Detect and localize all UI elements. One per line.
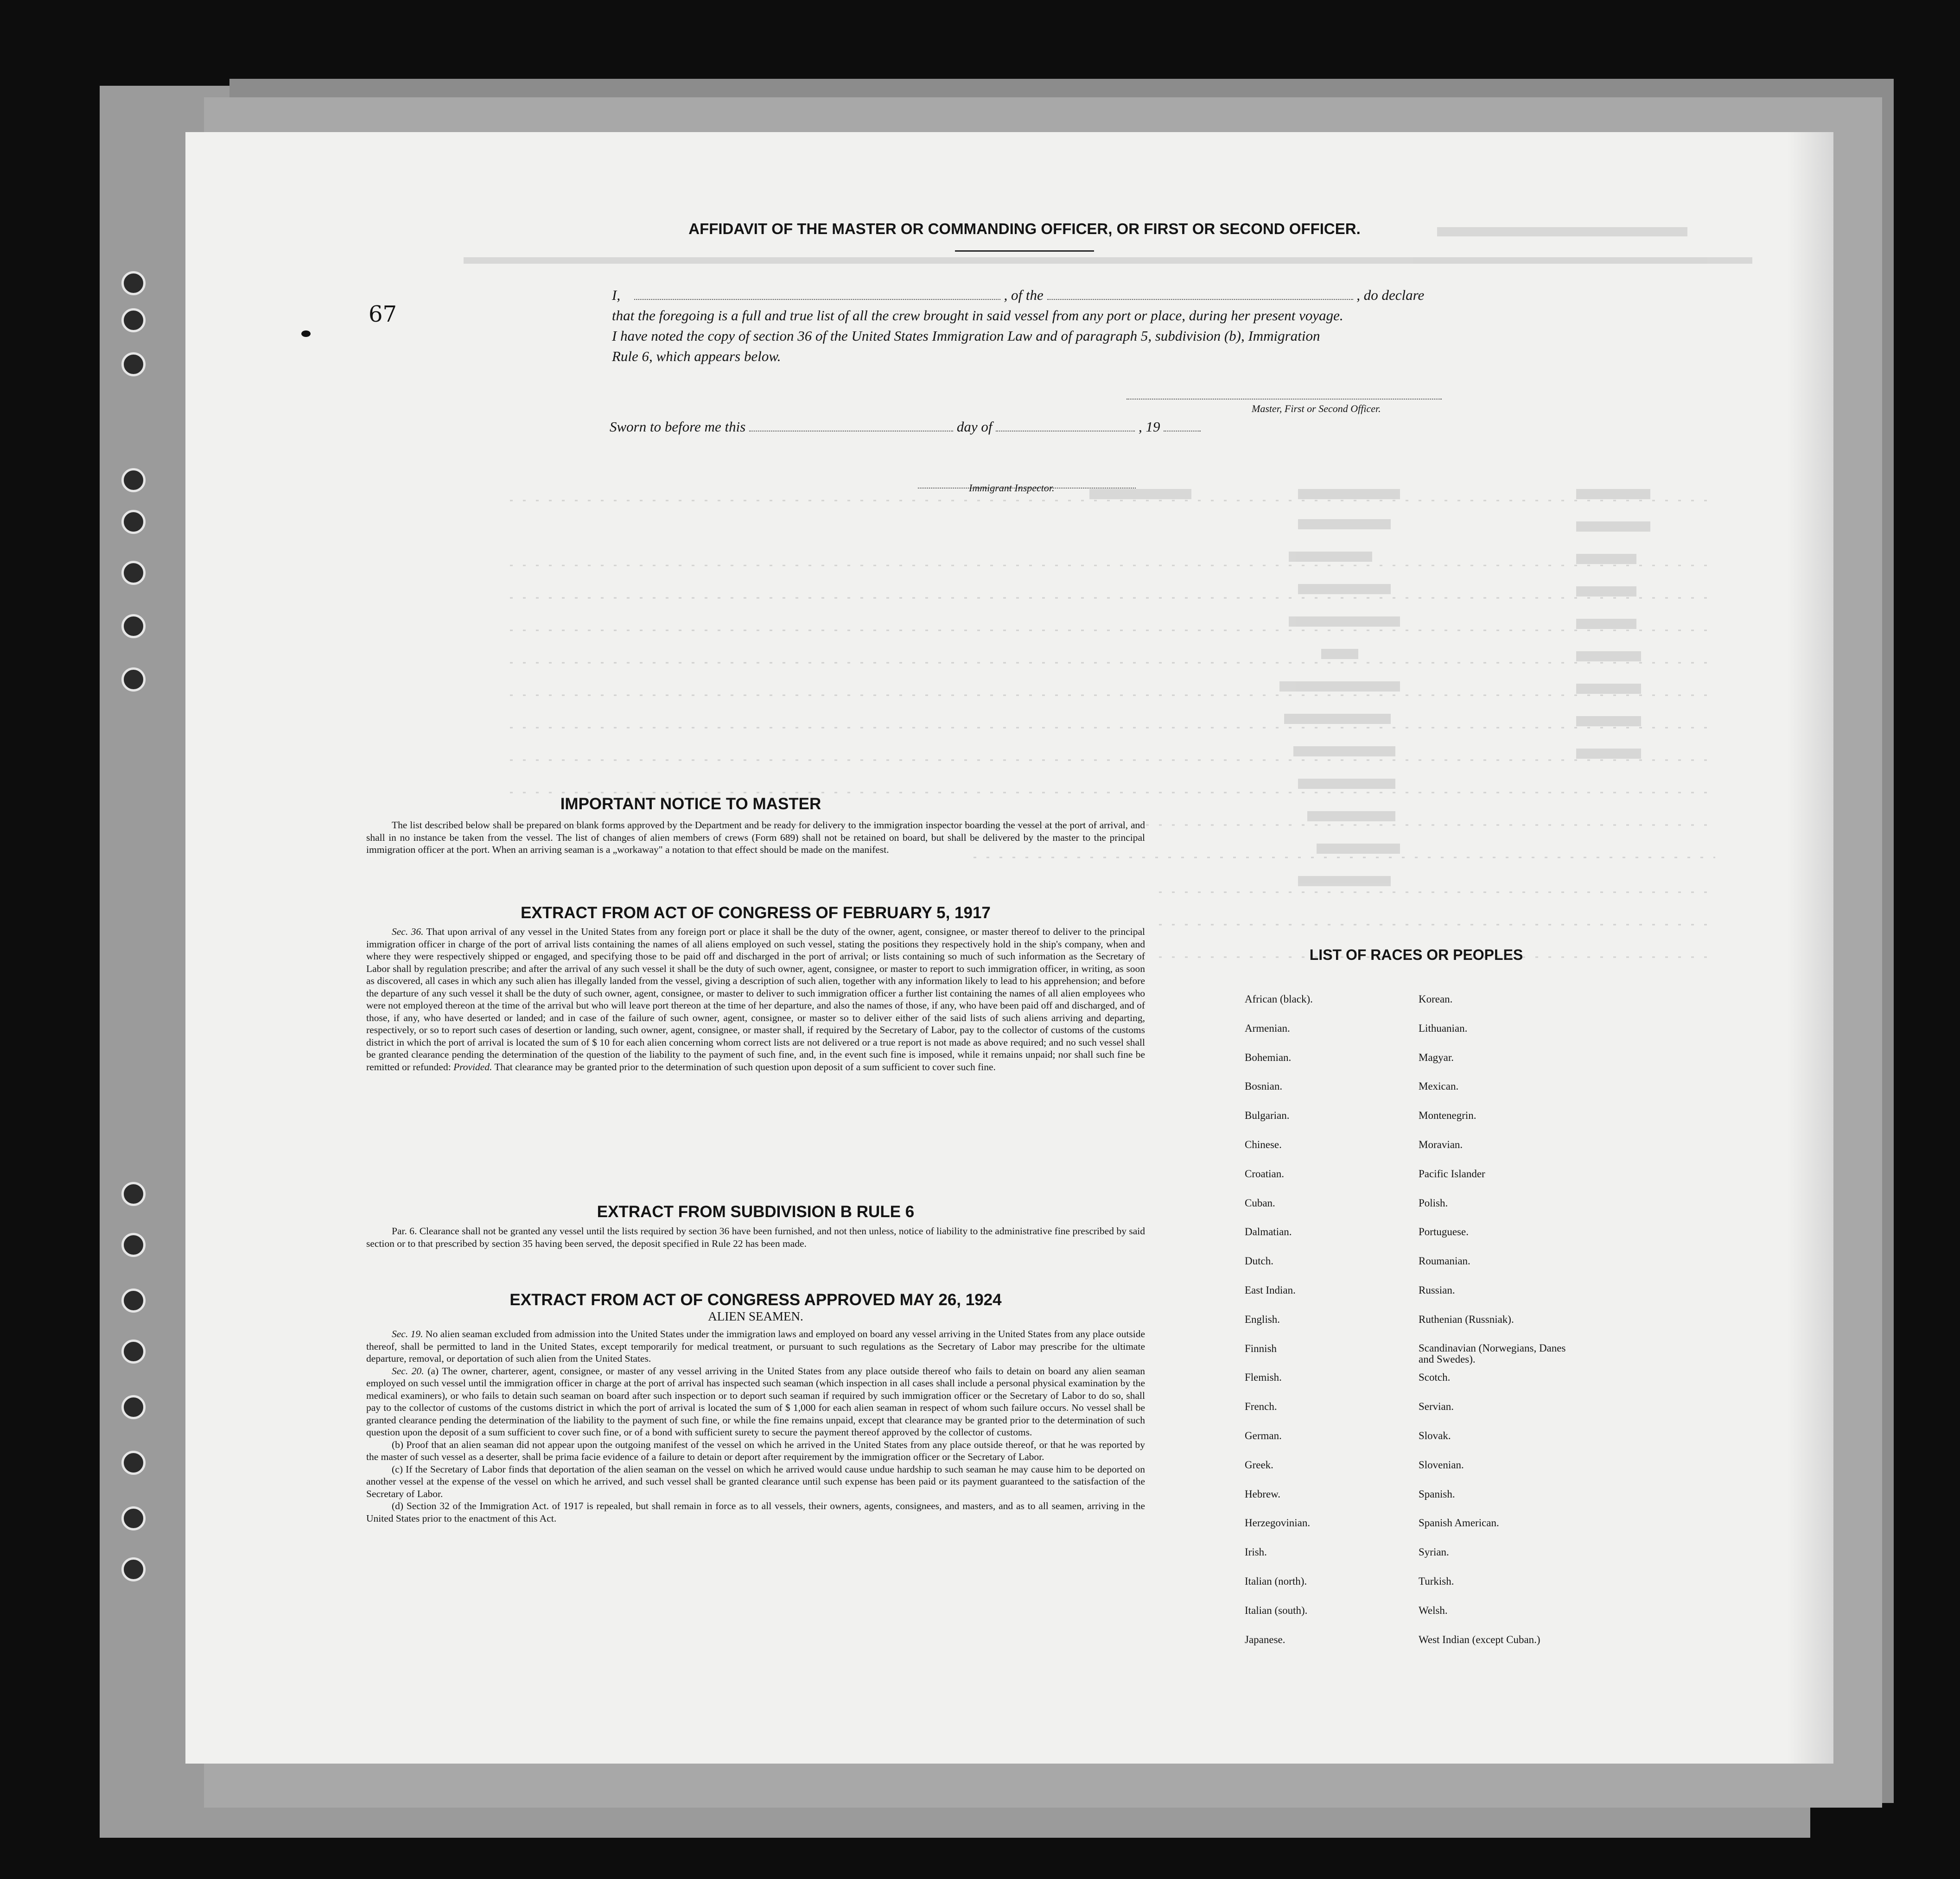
race-entry: African (black). <box>1245 993 1313 1005</box>
sec-20b-text: (b) Proof that an alien seaman did not appear upon the outgoing manifest of the vessel on which he arrived in the United States from any place outside thereof, or that he was reported by the master of such vessel as a deserter, shall be prima facie evidence of a failure to detain or deport after requirement by the immigration officer or the Secretary of Labor. <box>366 1439 1145 1462</box>
sec-19-label: Sec. 19. <box>392 1328 423 1339</box>
margin-number: 67 <box>369 301 397 327</box>
affidavit-body <box>612 285 1609 367</box>
affidavit-title: AFFIDAVIT OF THE MASTER OR COMMANDING OFFICER, OR FIRST OR SECOND OFFICER. <box>688 220 1361 237</box>
binder-hole <box>121 1182 146 1206</box>
affidavit-line2: that the foregoing is a full and true list of all the crew brought in said vessel from any port or place, during her present voyage. <box>612 307 1343 324</box>
binder-hole <box>121 1233 146 1257</box>
race-entry: Herzegovinian. <box>1245 1517 1311 1529</box>
race-entry: Greek. <box>1245 1459 1273 1471</box>
race-entry: Armenian. <box>1245 1022 1290 1034</box>
race-entry: Welsh. <box>1419 1604 1448 1616</box>
provided-word: Provided. <box>453 1061 492 1073</box>
affidavit-of-the: , of the <box>1004 287 1044 303</box>
race-entry: Bosnian. <box>1245 1080 1283 1092</box>
race-entry: English. <box>1245 1313 1280 1325</box>
notice-text <box>366 819 1145 856</box>
race-entry: West Indian (except Cuban.) <box>1419 1633 1540 1645</box>
race-entry: Cuban. <box>1245 1197 1275 1209</box>
race-entry: Irish. <box>1245 1546 1267 1558</box>
race-entry: Mexican. <box>1419 1080 1459 1092</box>
sec-36-text: That upon arrival of any vessel in the United States from any foreign port or place it shall be the duty of the owner, agent, consignee, or master thereof to deliver to the principal immigration officer in charge of the port of arrival lists containing the names of all aliens employed on such vessel, stating the positions they respectively hold in the ship's company, when and where they were respectively shipped or engaged, and specifying those to be paid off and discharged in the port of arrival; or lists containing so much of such information as the Secretary of Labor shall by regulation prescribe; and after the arrival of any such vessel it shall be the duty of such owner, agent, consignee, or master to report to such immigration officer, in writing, as soon as discovered, all cases in which any such alien has illegally landed from the vessel, giving a description of such alien, together with any information likely to lead to his apprehension; and before the departure of any such vessel it shall be the duty of such owner, agent, consignee, or master to deliver to such immigration officer a further list containing the names of all alien employees who were not employed thereon at the time of the arrival but who will leave port thereon at the time of her departure, and also the names of those, if any, who have been paid off and discharged, and of those, if any, who have deserted or landed; and in case of the failure of such owner, agent, consignee, or master so to deliver either of the said lists of such aliens arriving and departing, respectively, or so to report such cases of desertion or landing, such owner, agent, consignee, or master shall, if required by the Secretary of Labor, pay to the collector of customs of the customs district in which the port of arrival is located the sum of $ 10 for each alien concerning whom correct lists are not delivered or a true report is not made as above required; and no such vessel shall be granted clearance pending the determination of the question of the liability to the payment of such fine, and, in the event such fine is imposed, while it remains unpaid; nor shall such fine be remitted or refunded: <box>366 926 1145 1073</box>
race-entry: Finnish <box>1245 1342 1277 1354</box>
sworn-month-blank[interactable] <box>996 431 1135 432</box>
binder-hole <box>121 1451 146 1475</box>
extract-1917-text <box>366 926 1145 1073</box>
race-entry: Bohemian. <box>1245 1051 1292 1063</box>
page-edge-shadow <box>1787 132 1833 1764</box>
ink-dot <box>301 330 311 337</box>
race-entry: German. <box>1245 1430 1282 1441</box>
race-entry: Slovak. <box>1419 1430 1451 1441</box>
binder-hole <box>121 1557 146 1581</box>
sworn-day-label: day of <box>956 419 993 435</box>
vessel-blank[interactable] <box>1047 299 1353 300</box>
sworn-day-blank[interactable] <box>749 431 953 432</box>
race-entry: Dalmatian. <box>1245 1226 1292 1238</box>
race-entry: Magyar. <box>1419 1051 1454 1063</box>
race-entry: East Indian. <box>1245 1284 1296 1296</box>
binder-hole <box>121 1289 146 1313</box>
race-entry: Servian. <box>1419 1401 1454 1413</box>
race-entry: Dutch. <box>1245 1255 1273 1267</box>
binder-hole <box>121 1395 146 1419</box>
race-entry: Japanese. <box>1245 1633 1285 1645</box>
race-entry: Slovenian. <box>1419 1459 1464 1471</box>
sworn-line <box>610 419 1201 435</box>
affidavit-line4: Rule 6, which appears below. <box>612 348 781 364</box>
rule6-paragraph: Par. 6. Clearance shall not be granted any vessel until the lists required by section 36 have been furnished, and not then unless, notice of liability to the administrative fine prescribed by said section or to that prescribed by section 35 having been served, the deposit specified in Rule 22 has been made. <box>366 1225 1145 1249</box>
sec-19-text: No alien seaman excluded from admission into the United States under the immigration laws and employed on board any vessel arriving in the United States from any place outside thereof, shall be permitted to land in the United States, except temporarily for medical treatment, or pursuant to such regulations as the Secretary of Labor may prescribe for the ultimate departure, removal, or deportation of such alien from the United States. <box>366 1328 1145 1364</box>
binder-hole <box>121 614 146 638</box>
race-entry: Korean. <box>1419 993 1453 1005</box>
race-entry: Hebrew. <box>1245 1488 1281 1500</box>
race-entry: Roumanian. <box>1419 1255 1470 1267</box>
race-entry: Spanish American. <box>1419 1517 1499 1529</box>
name-blank[interactable] <box>634 299 1000 300</box>
affidavit-line3: I have noted the copy of section 36 of the United States Immigration Law and of paragraph 5, subdivision (b), Immigration <box>612 328 1320 344</box>
binder-hole <box>121 271 146 295</box>
binder-hole <box>121 1339 146 1364</box>
sec-20d-text: (d) Section 32 of the Immigration Act. of 1917 is repealed, but shall remain in force as to all vessels, their owners, agents, consignees, and masters, and as to all seamen, arriving in the United States prior to the enactment of this Act. <box>366 1500 1145 1524</box>
signature-caption: Master, First or Second Officer. <box>1252 403 1381 414</box>
race-entry: Montenegrin. <box>1419 1110 1476 1122</box>
binder-hole <box>121 561 146 585</box>
race-entry: Scandinavian (Norwegians, Danes and Swedes). <box>1419 1342 1566 1365</box>
race-entry: Ruthenian (Russniak). <box>1419 1313 1514 1325</box>
binder-hole <box>121 468 146 492</box>
race-entry: Spanish. <box>1419 1488 1455 1500</box>
extract-rule6-text <box>366 1225 1145 1250</box>
affidavit-declare: , do declare <box>1356 287 1425 303</box>
race-entry: Moravian. <box>1419 1139 1463 1150</box>
binder-hole <box>121 667 146 692</box>
binder-hole <box>121 352 146 376</box>
extract-1924-subtitle: ALIEN SEAMEN. <box>708 1309 803 1323</box>
races-title: LIST OF RACES OR PEOPLES <box>1309 946 1523 963</box>
sworn-year-label: , 19 <box>1138 419 1160 435</box>
race-entry: Italian (south). <box>1245 1604 1308 1616</box>
extract-1924-text <box>366 1328 1145 1524</box>
binder-hole <box>121 1506 146 1530</box>
document-page <box>185 132 1833 1764</box>
binder-hole <box>121 510 146 534</box>
race-entry: Scotch. <box>1419 1371 1451 1384</box>
binder-hole <box>121 308 146 332</box>
sworn-start: Sworn to before me this <box>610 419 746 435</box>
extract-rule6-title: EXTRACT FROM SUBDIVISION B RULE 6 <box>597 1203 915 1221</box>
signature-line[interactable] <box>1126 399 1442 400</box>
race-entry: Chinese. <box>1245 1139 1282 1150</box>
race-entry: French. <box>1245 1401 1277 1413</box>
sec-20a-text: (a) The owner, charterer, agent, consignee, or master of any vessel arriving in the United States from any place outside thereof who fails to detain on board any alien seaman employed on such vessel until the immigration officer in charge at the port of arrival has inspected such seaman (which inspection in all cases shall include a personal physical examination by the medical examiners), or who fails to detain such seaman on board after such inspection or to deport such seaman if required by such immigration officer or the Secretary of Labor to do so, shall pay to the collector of customs of the customs district in which the port of arrival is located the sum of $ 1,000 for each alien seaman in respect of whom such failure occurs. No vessel shall be granted clearance pending the determination of the liability to the payment of such fine, or while the fine remains unpaid, except that clearance may be granted prior to the determination of such question upon the deposit of a sum sufficient to cover such fine, or of a bond with sufficient surety to secure the payment thereof approved by the collector of customs. <box>366 1365 1145 1438</box>
sec-36-text-end: That clearance may be granted prior to the determination of such question upon deposit of a sum sufficient to cover such fine. <box>494 1061 996 1073</box>
sec-36-label: Sec. 36. <box>392 926 424 937</box>
notice-paragraph: The list described below shall be prepared on blank forms approved by the Department and be ready for delivery to the immigration inspector boarding the vessel at the port of arrival, and shall in no instance be taken from the vessel. The list of changes of alien members of crews (Form 689) shall not be retained on board, but shall be delivered by the master to the principal immigration officer at the port. When an arriving seaman is a „workaway" a notation to that effect should be made on the manifest. <box>366 819 1145 855</box>
race-entry: Portuguese. <box>1419 1226 1469 1238</box>
title-rule <box>955 250 1094 252</box>
race-entry: Croatian. <box>1245 1168 1284 1180</box>
sec-20-label: Sec. 20. <box>392 1365 424 1377</box>
extract-1917-title: EXTRACT FROM ACT OF CONGRESS OF FEBRUARY 5, 1917 <box>521 904 991 922</box>
race-entry: Bulgarian. <box>1245 1110 1290 1122</box>
inspector-caption: Immigrant Inspector. <box>969 482 1055 494</box>
race-entry: Flemish. <box>1245 1371 1282 1384</box>
race-entry: Syrian. <box>1419 1546 1449 1558</box>
race-entry: Turkish. <box>1419 1575 1454 1587</box>
affidavit-i: I, <box>612 287 621 303</box>
race-entry: Pacific Islander <box>1419 1168 1485 1180</box>
race-entry: Polish. <box>1419 1197 1448 1209</box>
sworn-year-blank[interactable] <box>1164 431 1201 432</box>
sec-20c-text: (c) If the Secretary of Labor finds that deportation of the alien seaman on the vessel on which he arrived would cause undue hardship to such seaman he may cause him to be deported on another vessel at the expense of the vessel on which he arrived, and such vessel shall be granted clearance until such expense has been paid or its payment guaranteed to the satisfaction of the Secretary of Labor. <box>366 1463 1145 1499</box>
race-entry: Italian (north). <box>1245 1575 1307 1587</box>
notice-title: IMPORTANT NOTICE TO MASTER <box>560 795 821 813</box>
race-entry: Russian. <box>1419 1284 1455 1296</box>
extract-1924-title: EXTRACT FROM ACT OF CONGRESS APPROVED MAY 26, 1924 <box>509 1291 1002 1309</box>
race-entry: Lithuanian. <box>1419 1022 1468 1034</box>
